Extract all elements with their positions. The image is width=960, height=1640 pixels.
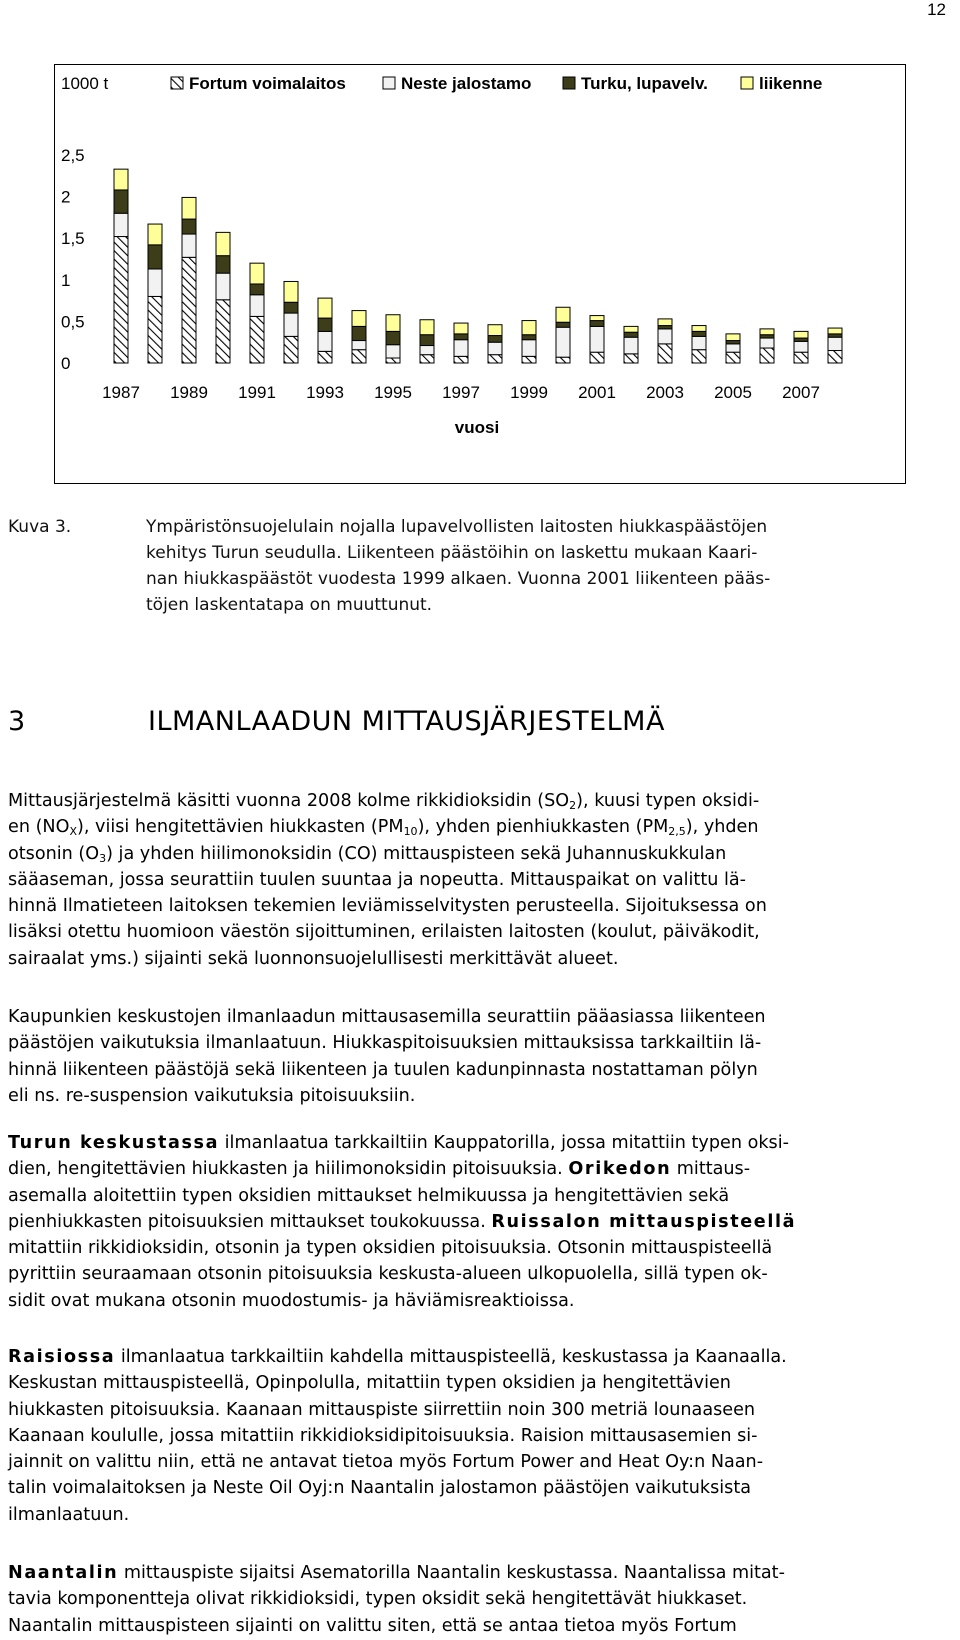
text-line: tavia komponentteja olivat rikkidioksidi, typen oksidit sekä hengitettävät hiukkaset.	[8, 1589, 748, 1610]
bar-segment	[692, 350, 706, 363]
text-line: Turun keskustassa ilmanlaatua tarkkailtiin Kauppatorilla, jossa mitattiin typen oksi-	[8, 1133, 789, 1153]
bar-segment	[216, 273, 230, 300]
bar-segment	[114, 237, 128, 363]
text-line: Kaupunkien keskustojen ilmanlaadun mittausasemilla seurattiin pääasiassa liikenteen	[8, 1007, 766, 1027]
x-tick-label: 2003	[646, 383, 684, 402]
bar-segment	[794, 341, 808, 352]
text-line: talin voimalaitoksen ja Neste Oil Oyj:n Naantalin jalostamon päästöjen vaikutuksista	[8, 1478, 752, 1499]
x-tick-label: 1989	[170, 383, 208, 402]
place-ruissalo: Ruissalon mittauspisteellä	[491, 1211, 797, 1232]
x-tick-label: 1997	[442, 383, 480, 402]
bar-segment	[318, 298, 332, 318]
x-tick-label: 1995	[374, 383, 412, 402]
y-tick-label: 2	[61, 187, 71, 207]
bar-segment	[284, 281, 298, 302]
text-line: Naantalin mittauspiste sijaitsi Asematorilla Naantalin keskustassa. Naantalissa mitat-	[8, 1563, 785, 1583]
bar-segment	[386, 331, 400, 344]
bar-segment	[624, 326, 638, 332]
bar-segment	[556, 307, 570, 322]
bar-segment	[352, 311, 366, 327]
place-naantali: Naantalin	[8, 1563, 119, 1583]
bar-segment	[590, 321, 604, 327]
bar-segment	[726, 352, 740, 363]
bar-segment	[318, 318, 332, 331]
paragraph-3	[8, 1130, 958, 1314]
bar-segment	[658, 319, 672, 326]
y-tick-label: 2,5	[61, 146, 85, 165]
bar-segment	[284, 302, 298, 313]
x-tick-label: 2001	[578, 383, 616, 402]
y-tick-label: 1,5	[61, 229, 85, 249]
place-raisio: Raisiossa	[8, 1347, 116, 1367]
bar-segment	[590, 326, 604, 352]
bar-segment	[794, 352, 808, 363]
y-tick-label: 0,5	[61, 312, 85, 332]
bar-segment	[624, 354, 638, 363]
bar-segment	[692, 326, 706, 332]
bar-segment	[148, 224, 162, 245]
bar-segment	[488, 355, 502, 363]
caption-line: töjen laskentatapa on muuttunut.	[146, 595, 433, 615]
bar-segment	[420, 335, 434, 346]
bar-segment	[386, 345, 400, 358]
bar-segment	[488, 325, 502, 336]
text-line: Raisiossa ilmanlaatua tarkkailtiin kahdella mittauspisteellä, keskustassa ja Kaanaalla.	[8, 1347, 787, 1367]
y-tick-label: 1	[61, 270, 71, 290]
bar-segment	[318, 331, 332, 351]
bar-segment	[114, 169, 128, 190]
bar-segment	[828, 337, 842, 350]
bar-segment	[522, 340, 536, 357]
bar-segment	[454, 356, 468, 363]
bar-segment	[420, 355, 434, 363]
x-tick-label: 1999	[510, 383, 548, 402]
bar-segment	[454, 334, 468, 340]
place-orikedo: Orikedon	[568, 1159, 672, 1180]
bar-segment	[250, 316, 264, 363]
text-line: sidit ovat mukana otsonin muodostumis- ja häviämisreaktioissa.	[8, 1290, 575, 1311]
bar-segment	[182, 234, 196, 257]
text-line: sairaalat yms.) sijainti sekä luonnonsuojelullisesti merkittävät alueet.	[8, 948, 619, 969]
bar-segment	[148, 269, 162, 296]
text-line: hiukkasten pitoisuuksia. Kaanaan mittauspiste siirrettiin noin 300 metriä lounaaseen	[8, 1399, 756, 1420]
text-line: otsonin $(O_3)$ ja yhden hiilimonoksidin (CO) mittauspisteen sekä Juhannuskukkulan	[8, 843, 727, 865]
bar-segment	[148, 296, 162, 363]
bar-segment	[760, 348, 774, 363]
bar-segment	[352, 350, 366, 363]
bar-segment	[284, 313, 298, 336]
bar-segment	[590, 352, 604, 363]
bar-segment	[658, 344, 672, 363]
bar-segment	[182, 219, 196, 234]
x-tick-label: 1991	[238, 383, 276, 402]
legend-label: Turku, lupavelv.	[581, 74, 708, 93]
bar-segment	[216, 232, 230, 255]
text-line: päästöjen vaikutuksia ilmanlaatuun. Hiukkaspitoisuuksien mittauksissa tarkkailtiin lä-	[8, 1033, 762, 1054]
bar-segment	[658, 329, 672, 344]
legend-label: liikenne	[759, 74, 823, 93]
x-tick-label: 1993	[306, 383, 344, 402]
bar-segment	[726, 344, 740, 352]
bar-segment	[692, 331, 706, 336]
bar-segment	[556, 322, 570, 327]
text-line: dien, hengitettävien hiukkasten ja hiilimonoksidin pitoisuuksia. Orikedon mittaus-	[8, 1159, 751, 1180]
caption-line: Ympäristönsuojelulain nojalla lupavelvollisten laitosten hiukkaspäästöjen	[146, 517, 768, 537]
bar-segment	[624, 337, 638, 354]
x-tick-label: 1987	[102, 383, 140, 402]
bar-segment	[590, 316, 604, 321]
bar-segment	[522, 321, 536, 335]
chart-svg	[55, 65, 905, 483]
legend-swatch	[171, 77, 183, 89]
text-line: lisäksi otettu huomioon väestön sijoittuminen, erilaisten laitosten (koulut, päiväkodit,	[8, 922, 760, 943]
y-axis-label: 1000 t	[61, 74, 109, 93]
y-tick-label: 0	[61, 354, 71, 373]
bar-segment	[488, 342, 502, 354]
caption-text	[146, 514, 946, 618]
caption-line: nan hiukkaspäästöt vuodesta 1999 alkaen. Vuonna 2001 liikenteen pääs-	[146, 569, 771, 589]
bar-segment	[386, 315, 400, 332]
text-line: asemalla aloitettiin typen oksidien mittaukset helmikuussa ja hengitettävien sekä	[8, 1185, 730, 1206]
bar-segment	[760, 329, 774, 335]
text-line: jainnit on valittu niin, että ne antavat tietoa myös Fortum Power and Heat Oy:n Naan-	[8, 1452, 764, 1473]
bar-segment	[454, 323, 468, 334]
bar-segment	[794, 331, 808, 338]
section-title: ILMANLAADUN MITTAUSJÄRJESTELMÄ	[148, 706, 665, 737]
legend-swatch	[383, 77, 395, 89]
bar-segment	[726, 334, 740, 341]
legend-swatch	[563, 77, 575, 89]
x-axis-label: vuosi	[454, 418, 500, 437]
bar-segment	[216, 300, 230, 363]
text-line: Mittausjärjestelmä käsitti vuonna 2008 kolme rikkidioksidin $(SO_2)$, kuusi typen oksidi-	[8, 791, 760, 812]
page-number: 12	[927, 0, 946, 19]
text-line: hinnä liikenteen päästöjä sekä liikenteen ja tuulen kadunpinnasta nostattaman pölyn	[8, 1059, 758, 1080]
paragraph-2	[8, 1004, 958, 1109]
bar-segment	[182, 197, 196, 219]
paragraph-5	[8, 1560, 958, 1639]
place-turku: Turun keskustassa	[8, 1133, 220, 1153]
paragraph-1	[8, 788, 958, 972]
caption-label: Kuva 3.	[8, 517, 72, 537]
bar-segment	[318, 351, 332, 363]
bar-segment	[216, 256, 230, 273]
bar-segment	[182, 257, 196, 363]
bar-segment	[114, 190, 128, 213]
legend-label: Fortum voimalaitos	[189, 74, 346, 93]
caption-line: kehitys Turun seudulla. Liikenteen päästöihin on laskettu mukaan Kaari-	[146, 543, 758, 563]
bar-segment	[250, 263, 264, 284]
text-line: hinnä Ilmatieteen laitoksen tekemien leviämisselvitysten perusteella. Sijoituksessa on	[8, 896, 767, 917]
section-number: 3	[8, 706, 26, 737]
bar-segment	[454, 340, 468, 357]
bar-segment	[352, 341, 366, 350]
bar-segment	[624, 332, 638, 337]
x-tick-label: 2007	[782, 383, 820, 402]
bar-segment	[148, 245, 162, 269]
text-line: pienhiukkasten pitoisuuksien mittaukset toukokuussa. Ruissalon mittauspisteellä	[8, 1211, 797, 1232]
text-line: Keskustan mittauspisteellä, Opinpolulla, mitattiin typen oksidien ja hengitettävien	[8, 1373, 731, 1394]
bar-segment	[828, 351, 842, 363]
bar-segment	[114, 213, 128, 236]
bar-segment	[386, 358, 400, 363]
text-line: eli ns. re-suspension vaikutuksia pitoisuuksiin.	[8, 1085, 416, 1106]
legend-label: Neste jalostamo	[401, 74, 532, 93]
bar-segment	[352, 326, 366, 340]
text-line: en $(NO_X)$, viisi hengitettävien hiukkasten $(PM_{10})$, yhden pienhiukkasten $(PM_{2,5})$, yhden	[8, 817, 759, 839]
bar-segment	[420, 346, 434, 355]
paragraph-4	[8, 1344, 958, 1528]
bar-segment	[284, 336, 298, 363]
bar-segment	[522, 356, 536, 363]
text-line: pyrittiin seuraamaan otsonin pitoisuuksia keskusta-alueen ulkopuolella, sillä typen ok-	[8, 1264, 768, 1285]
text-line: mitattiin rikkidioksidin, otsonin ja typen oksidien pitoisuuksia. Otsonin mittauspisteellä	[8, 1238, 773, 1259]
text-line: Naantalin mittauspisteen sijainti on valittu siten, että se antaa tietoa myös Fortum	[8, 1615, 737, 1636]
text-line: Kaanaan koululle, jossa mitattiin rikkidioksidipitoisuuksia. Raision mittausasemien si-	[8, 1425, 758, 1446]
text-line: sääaseman, jossa seurattiin tuulen suuntaa ja nopeutta. Mittauspaikat on valittu lä-	[8, 869, 746, 890]
emissions-chart	[54, 64, 906, 484]
bar-segment	[420, 320, 434, 335]
bar-segment	[556, 327, 570, 357]
bar-segment	[488, 336, 502, 343]
bar-segment	[250, 284, 264, 295]
bar-segment	[692, 336, 706, 349]
x-tick-label: 2005	[714, 383, 752, 402]
legend-swatch	[741, 77, 753, 89]
bar-segment	[760, 338, 774, 348]
bar-segment	[250, 295, 264, 317]
section-heading	[8, 706, 665, 737]
text-line: ilmanlaatuun.	[8, 1504, 130, 1525]
bar-segment	[556, 357, 570, 363]
bar-segment	[828, 328, 842, 334]
bar-segment	[522, 335, 536, 340]
